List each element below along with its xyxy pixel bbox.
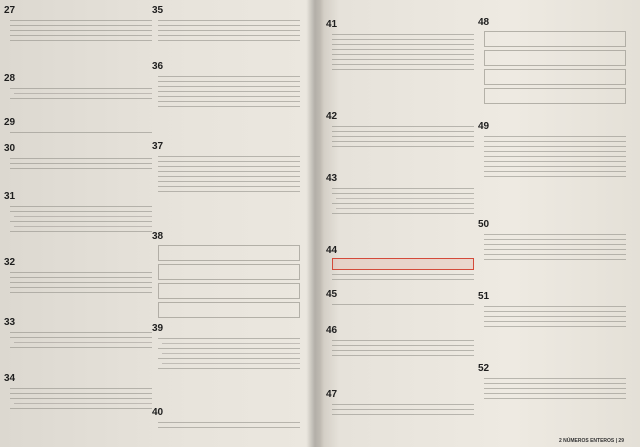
exercise-number: 29 — [4, 118, 16, 128]
exercise-37 — [152, 142, 300, 232]
exercise-number: 34 — [4, 374, 16, 384]
exercise-number: 43 — [326, 174, 338, 184]
exercise-number: 42 — [326, 112, 338, 122]
exercise-number: 33 — [4, 318, 16, 328]
exercise-number: 31 — [4, 192, 16, 202]
column-2 — [152, 6, 300, 442]
exercise-number: 32 — [4, 258, 16, 268]
highlighted-example — [332, 258, 474, 270]
exercise-number: 27 — [4, 6, 16, 16]
exercise-number: 47 — [326, 390, 338, 400]
exercise-number: 41 — [326, 20, 338, 30]
exercise-30 — [4, 144, 152, 192]
exercise-number: 37 — [152, 142, 164, 152]
exercise-51 — [478, 292, 626, 364]
exercise-47 — [326, 390, 474, 442]
exercise-number: 38 — [152, 232, 164, 242]
exercise-36 — [152, 62, 300, 142]
exercise-number: 52 — [478, 364, 490, 374]
exercise-27 — [4, 6, 152, 74]
exercise-42 — [326, 112, 474, 174]
exercise-43 — [326, 174, 474, 246]
exercise-39 — [152, 324, 300, 408]
exercise-number: 49 — [478, 122, 490, 132]
exercise-35 — [152, 6, 300, 62]
exercise-40 — [152, 408, 300, 442]
exercise-number: 28 — [4, 74, 16, 84]
exercise-number: 48 — [478, 18, 490, 28]
exercise-number: 35 — [152, 6, 164, 16]
book-gutter — [306, 0, 324, 447]
exercise-number: 30 — [4, 144, 16, 154]
exercise-number: 51 — [478, 292, 490, 302]
exercise-28 — [4, 74, 152, 118]
exercise-50 — [478, 220, 626, 292]
column-4 — [478, 6, 626, 442]
exercise-45 — [326, 290, 474, 326]
exercise-46 — [326, 326, 474, 390]
exercise-34 — [4, 374, 152, 440]
exercise-44 — [326, 246, 474, 290]
exercise-number: 44 — [326, 246, 338, 256]
column-1 — [4, 6, 152, 442]
exercise-31 — [4, 192, 152, 258]
exercise-number: 46 — [326, 326, 338, 336]
page-footer: 2 NÚMEROS ENTEROS | 29 — [558, 438, 624, 444]
exercise-number: 36 — [152, 62, 164, 72]
exercise-41 — [326, 20, 474, 112]
column-3 — [326, 6, 474, 442]
exercise-38 — [152, 232, 300, 324]
exercise-49 — [478, 122, 626, 220]
exercise-52 — [478, 364, 626, 434]
exercise-number: 39 — [152, 324, 164, 334]
exercise-number: 50 — [478, 220, 490, 230]
exercise-33 — [4, 318, 152, 374]
exercise-number: 40 — [152, 408, 164, 418]
exercise-32 — [4, 258, 152, 318]
exercise-48 — [478, 18, 626, 122]
exercise-number: 45 — [326, 290, 338, 300]
exercise-29 — [4, 118, 152, 144]
